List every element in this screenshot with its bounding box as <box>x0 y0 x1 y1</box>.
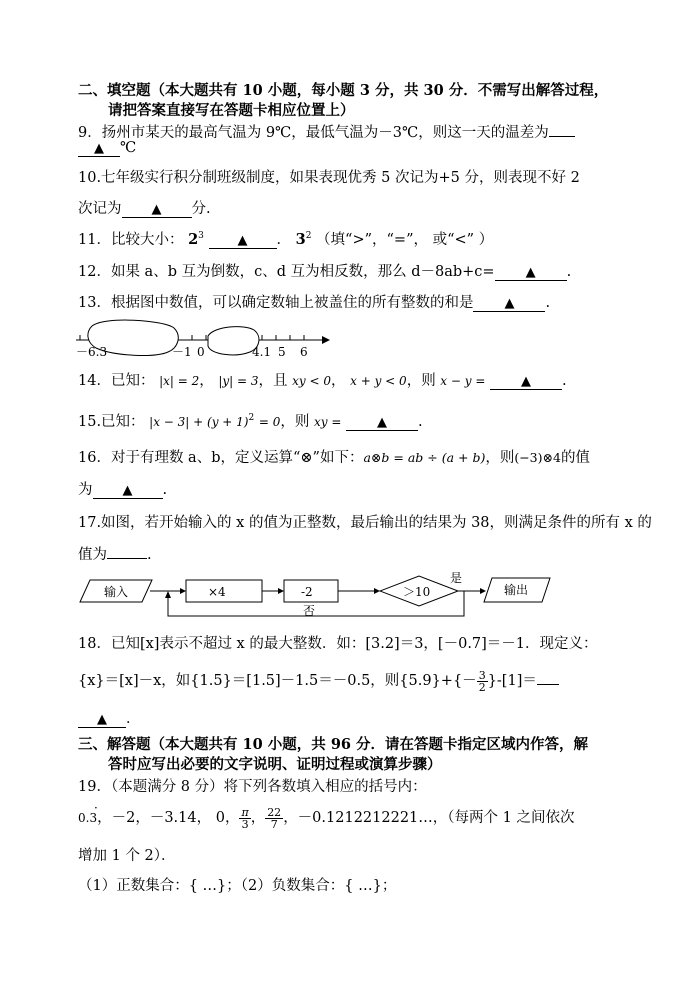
question-19: 19．（本题满分 8 分）将下列各数填入相应的括号内： <box>78 779 427 795</box>
section2-heading-2: 请把答案直接写在答题卡相应位置上） <box>108 102 355 119</box>
q14-math-4: x + y < 0 <box>350 374 407 388</box>
question-14: 14．已知： |x| = 2， |y| = 3，且 xy < 0， x + y < 0，则 x − y = ▲ . <box>78 373 567 389</box>
question-18-cont2: ▲ ． <box>78 707 141 728</box>
q15-exp: 2 <box>248 413 255 424</box>
q18-blank-b[interactable] <box>78 711 126 728</box>
q18-frac-num: 3 <box>478 668 486 682</box>
nl-label-neg63: －6.3 <box>76 345 108 359</box>
question-15: 15.已知： $|x - 3| + (y + 1)^2 = 0$，则 xy = ▲ . <box>78 413 423 430</box>
q12-text: 12．如果 a、b 互为倒数，c、d 互为相反数，那么 d－8ab+c= <box>78 264 495 280</box>
q18-frac-den: 2 <box>478 680 486 694</box>
q11-base1: 2 <box>188 231 199 248</box>
q16-text-value: 的值 <box>560 450 590 466</box>
flow-yes-label: 是 <box>450 571 463 585</box>
q14-blank[interactable] <box>490 373 562 390</box>
q13-period: . <box>545 295 551 311</box>
question-16 <box>78 446 590 467</box>
q17-period: . <box>147 547 152 563</box>
q14-text: 14．已知： <box>78 373 155 389</box>
q18-fraction <box>477 670 488 693</box>
flow-loop-arrowhead <box>165 591 171 598</box>
q19-fraction-22-7 <box>265 807 283 830</box>
question-11: 11．比较大小： $2^3$ ▲ ． $3^2$ （填“>”，“=”， 或“<” ） <box>78 231 494 248</box>
q19-frac2-num: 22 <box>267 805 282 819</box>
question-12 <box>78 260 571 281</box>
answer-mark: ▲ <box>504 296 515 311</box>
flow-input-label: 输入 <box>104 585 129 599</box>
q15-math-3: xy = <box>313 415 342 429</box>
q16-math-1: a⊗b = ab ÷ (a + b) <box>363 450 486 465</box>
q16-blank[interactable] <box>93 482 163 499</box>
number-line-figure <box>74 318 334 360</box>
q14-math-3: xy < 0 <box>292 374 332 388</box>
question-19-cont: 增加 1 个 2）． <box>78 848 176 864</box>
question-9 <box>78 120 575 142</box>
q15-math-2: = 0 <box>258 415 281 429</box>
q19-repeat-dot: · <box>94 801 98 815</box>
q19-n0: 0.3 <box>78 811 98 825</box>
q14-math-5: x − y = <box>440 374 486 388</box>
q19-separator: ， <box>250 810 266 826</box>
question-16-cont <box>78 478 167 499</box>
q11-base2: 3 <box>295 231 306 248</box>
flow-minus-label: -2 <box>301 585 313 599</box>
flow-times-label: ×4 <box>208 585 226 599</box>
q18-text-b1: {x}＝[x]－x，如{1.5}＝[1.5]－1.5＝－0.5，则{5.9}+{－ <box>78 673 477 689</box>
q9-unit: ℃ <box>120 140 137 156</box>
q16-math-2: (−3)⊗4 <box>514 450 561 465</box>
q19-fraction-pi <box>239 807 250 830</box>
q10-text-b: 次记为 <box>78 201 122 217</box>
q10-blank[interactable] <box>122 201 192 218</box>
q11-hint: （填“>”，“=”， 或“<” ） <box>316 232 494 248</box>
answer-mark: ▲ <box>97 712 107 727</box>
q9-text: 9．扬州市某天的最高气温为 9℃，最低气温为－3℃，则这一天的温差为 <box>78 125 549 141</box>
answer-mark: ▲ <box>94 141 104 156</box>
question-17: 17.如图，若开始输入的 x 的值为正整数，最后输出的结果为 38，则满足条件的所有 x 的 <box>78 515 652 531</box>
q16-text: 16．对于有理数 a、b，定义运算“⊗”如下： <box>78 450 364 466</box>
q19-frac2-den: 7 <box>270 817 278 831</box>
flow-arrowhead-1 <box>180 588 186 594</box>
q16-text-c: 为 <box>78 482 93 498</box>
q11-exp1: 3 <box>198 231 204 242</box>
question-18: 18．已知[x]表示不超过 x 的最大整数．如：[3.2]＝3，[－0.7]＝－1．现定义： <box>78 636 598 652</box>
flowchart-figure <box>76 570 556 626</box>
q13-blank[interactable] <box>473 295 545 312</box>
flow-output-label: 输出 <box>504 583 529 597</box>
nl-label-5: 5 <box>278 345 286 359</box>
q12-blank[interactable] <box>495 264 567 281</box>
q19-numbers-1: ，－2，－3.14， 0， <box>97 810 240 826</box>
q14-text-then: 则 <box>421 373 436 389</box>
flow-condition-label: ＞10 <box>403 585 431 599</box>
q15-math-1: |x − 3| + (y + 1) <box>149 415 249 429</box>
q14-math-1: |x| = 2 <box>159 374 200 388</box>
question-19-sets: （1）正数集合：{ …}；（2）负数集合：{ …}； <box>78 878 397 894</box>
q15-blank[interactable] <box>346 414 418 431</box>
nl-label-neg1: －1 <box>172 345 192 359</box>
q9-blank-b[interactable] <box>78 140 120 157</box>
number-line-arrow <box>322 336 330 344</box>
q10-text-c: 分. <box>191 201 211 217</box>
section2-heading: 二、填空题（本大题共有 10 小题，每小题 3 分，共 30 分．不需写出解答过程， <box>78 82 609 99</box>
q12-period: . <box>566 264 572 280</box>
section3-heading-2: 答时应写出必要的文字说明、证明过程或演算步骤） <box>108 756 442 773</box>
flow-arrowhead-yes <box>480 588 486 594</box>
q9-blank-a[interactable] <box>549 120 575 137</box>
q13-text: 13．根据图中数值，可以确定数轴上被盖住的所有整数的和是 <box>78 295 474 311</box>
nl-label-41: 4.1 <box>252 345 272 359</box>
question-10-cont <box>78 197 211 218</box>
q17-blank[interactable] <box>107 542 147 559</box>
q15-period: . <box>418 414 423 430</box>
section3-heading: 三、解答题（本大题共有 10 小题，共 96 分．请在答题卡指定区域内作答，解 <box>78 736 589 753</box>
answer-mark: ▲ <box>151 202 162 217</box>
q11-blank[interactable] <box>209 232 277 249</box>
q15-text-then: 则 <box>294 414 310 430</box>
q11-text: 11．比较大小： <box>78 232 184 248</box>
q18-blank-a[interactable] <box>537 668 559 685</box>
flow-no-label: 否 <box>303 604 316 618</box>
question-13 <box>78 291 550 312</box>
question-19-numbers <box>78 801 575 831</box>
q19-frac1-num: π <box>241 805 249 819</box>
q14-period: . <box>562 373 567 389</box>
q14-math-2: |y| = 3 <box>218 374 259 388</box>
nl-label-0: 0 <box>197 345 205 359</box>
q16-text-then: ，则 <box>485 450 515 466</box>
question-10: 10.七年级实行积分制班级制度，如果表现优秀 5 次记为+5 分，则表现不好 2 <box>78 170 580 186</box>
question-18-cont <box>78 668 559 693</box>
q14-text-and: 且 <box>273 373 288 389</box>
q19-repeating-decimal <box>78 801 98 825</box>
answer-mark: ▲ <box>237 233 248 248</box>
q17-text-b: 值为 <box>78 547 107 563</box>
q18-text-b2: }-[1]＝ <box>487 673 537 689</box>
question-9-cont <box>78 140 136 157</box>
q15-text: 15.已知： <box>78 414 145 430</box>
answer-mark: ▲ <box>525 265 536 280</box>
answer-mark: ▲ <box>521 374 532 389</box>
q16-period: . <box>162 482 168 498</box>
q19-frac1-den: 3 <box>241 817 249 831</box>
flow-arrowhead-2 <box>278 588 284 594</box>
question-17-cont <box>78 542 152 564</box>
q19-numbers-2: ，－0.1212212221…，（每两个 1 之间依次 <box>283 810 575 826</box>
answer-mark: ▲ <box>122 483 133 498</box>
answer-mark: ▲ <box>377 415 387 430</box>
q11-exp2: 2 <box>305 231 312 242</box>
nl-label-6: 6 <box>300 345 308 359</box>
